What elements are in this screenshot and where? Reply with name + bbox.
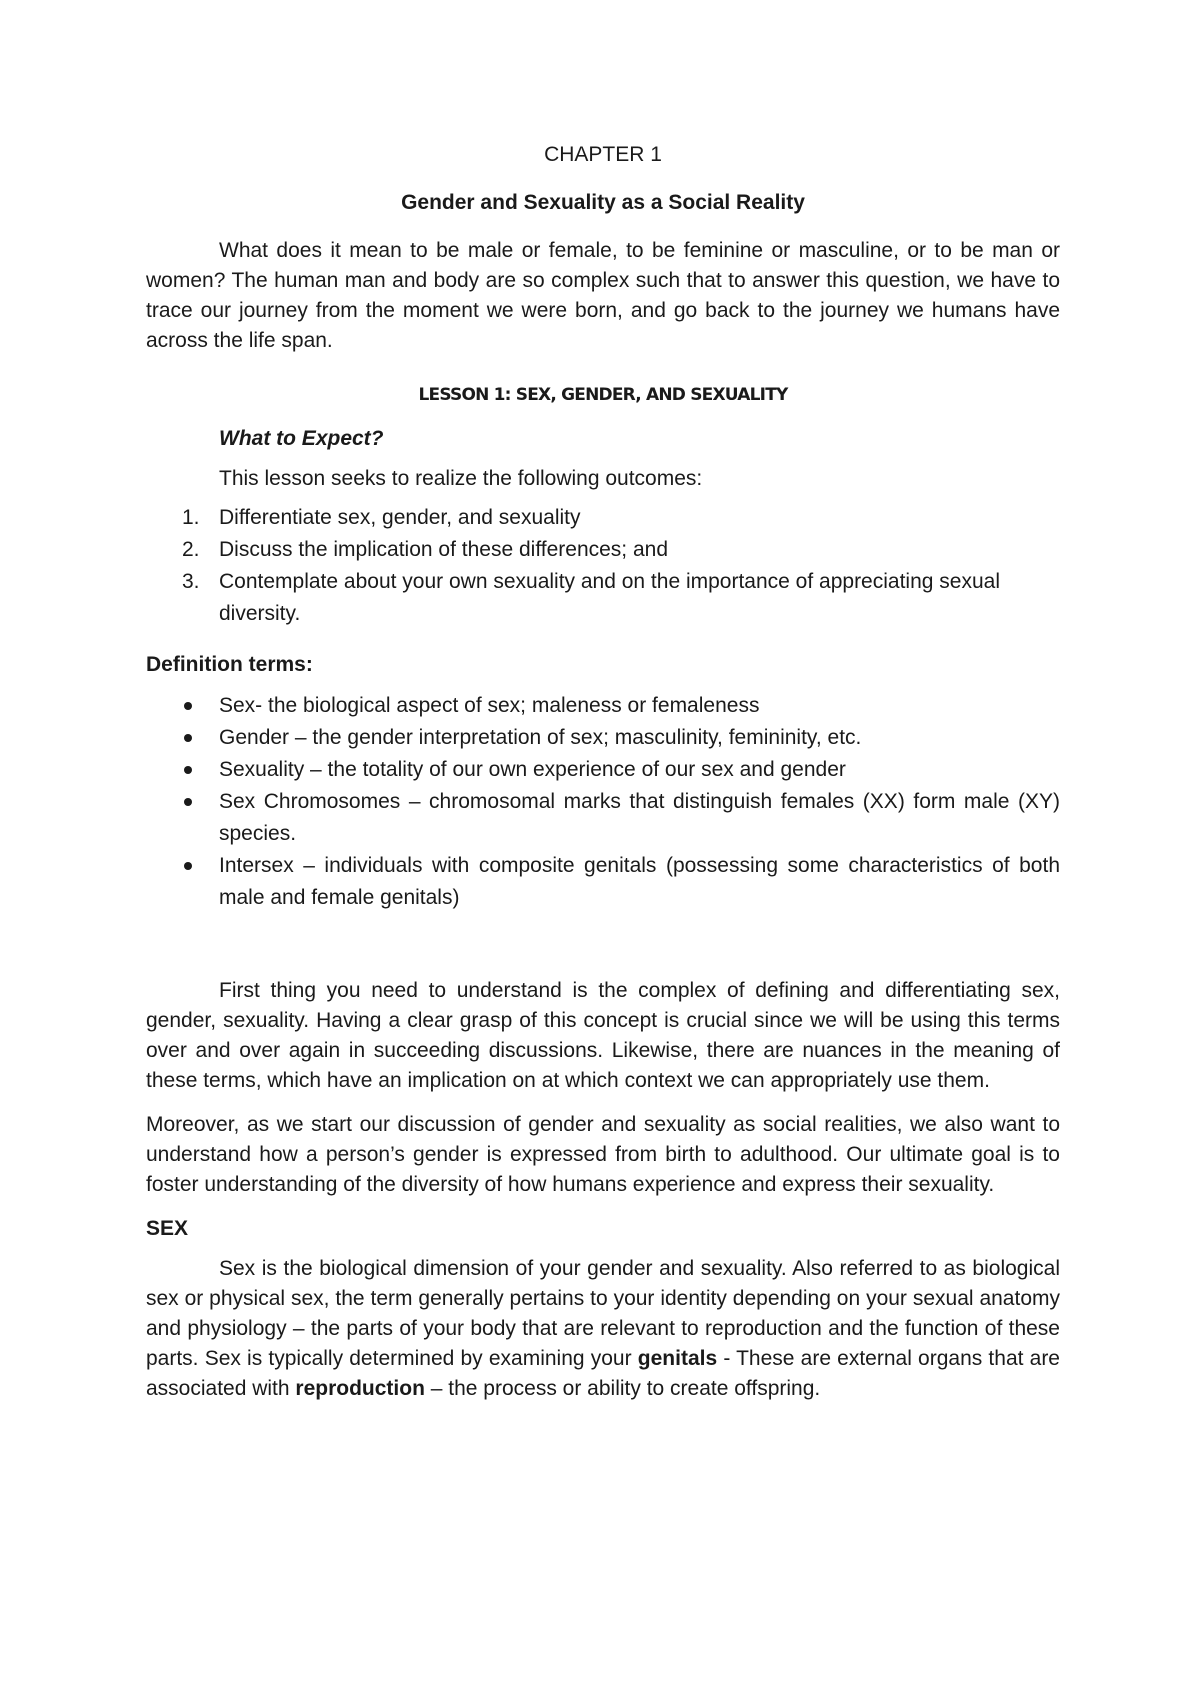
definition-list <box>146 690 1060 914</box>
body-paragraph-2: Moreover, as we start our discussion of gender and sexuality as social realities, we also want to understand how a person’s gender is expressed from birth to adulthood. Our ultimate goal is to foster understanding of the diversity of how humans experience and express their sexuality. <box>146 1113 1060 1196</box>
list-item <box>146 754 1060 786</box>
expect-heading: What to Expect? <box>219 427 384 450</box>
page-content <box>146 140 1060 1404</box>
chapter-heading: CHAPTER 1 <box>544 143 662 166</box>
bullet-icon <box>184 734 192 742</box>
sex-text-2: - These are external organs that are associated with <box>146 1347 1060 1400</box>
sex-heading: SEX <box>146 1217 189 1240</box>
list-number: 1. <box>182 506 200 529</box>
reproduction-term: reproduction <box>295 1377 425 1400</box>
spacer <box>146 914 1060 976</box>
sex-text-3: – the process or ability to create offspring. <box>424 1377 821 1400</box>
outcomes-intro: This lesson seeks to realize the following outcomes: <box>219 467 703 490</box>
body-paragraph-1: First thing you need to understand is the complex of defining and differentiating sex, gender, sexuality. Having a clear grasp of this concept is crucial since we will be using this terms over and over again in succeeding discussions. Likewise, there are nuances in the meaning of these terms, which have an implication on at which context we can appropriately use them. <box>146 979 1060 1092</box>
list-item-text: Intersex – individuals with composite genitals (possessing some characteristics of both male and female genitals) <box>219 854 1060 909</box>
bullet-icon <box>184 862 192 870</box>
list-item <box>146 722 1060 754</box>
list-item <box>146 850 1060 914</box>
sex-text-1: Sex is the biological dimension of your gender and sexuality. Also referred to as biological sex or physical sex, the term generally pertains to your identity depending on your sexual anatomy and physiology – the parts of your body that are relevant to reproduction and the function of these parts. Sex is typically determined by examining your <box>146 1257 1060 1370</box>
chapter-title: Gender and Sexuality as a Social Reality <box>401 191 805 214</box>
list-item-text: Contemplate about your own sexuality and on the importance of appreciating sexual diversity. <box>219 570 1000 625</box>
list-item <box>146 566 1060 630</box>
sex-paragraph <box>146 1254 1060 1404</box>
definition-heading: Definition terms: <box>146 653 313 676</box>
lesson-title: LESSON 1: SEX, GENDER, AND SEXUALITY <box>418 385 788 405</box>
list-item-text: Discuss the implication of these differences; and <box>219 538 669 561</box>
list-number: 3. <box>182 570 200 593</box>
list-item-text: Sex Chromosomes – chromosomal marks that distinguish females (XX) form male (XY) species. <box>219 790 1060 845</box>
list-item <box>146 534 1060 566</box>
list-item-text: Differentiate sex, gender, and sexuality <box>219 506 581 529</box>
bullet-icon <box>184 766 192 774</box>
genitals-term: genitals <box>637 1347 718 1370</box>
list-item <box>146 690 1060 722</box>
bullet-icon <box>184 798 192 806</box>
list-item-text: Sex- the biological aspect of sex; maleness or femaleness <box>219 694 760 717</box>
list-item-text: Sexuality – the totality of our own experience of our sex and gender <box>219 758 846 781</box>
intro-paragraph: What does it mean to be male or female, to be feminine or masculine, or to be man or women? The human man and body are so complex such that to answer this question, we have to trace our journey from the moment we were born, and go back to the journey we humans have across the life span. <box>146 239 1060 352</box>
outcomes-list <box>146 502 1060 630</box>
bullet-icon <box>184 702 192 710</box>
list-number: 2. <box>182 538 200 561</box>
list-item-text: Gender – the gender interpretation of sex; masculinity, femininity, etc. <box>219 726 862 749</box>
list-item <box>146 502 1060 534</box>
list-item <box>146 786 1060 850</box>
